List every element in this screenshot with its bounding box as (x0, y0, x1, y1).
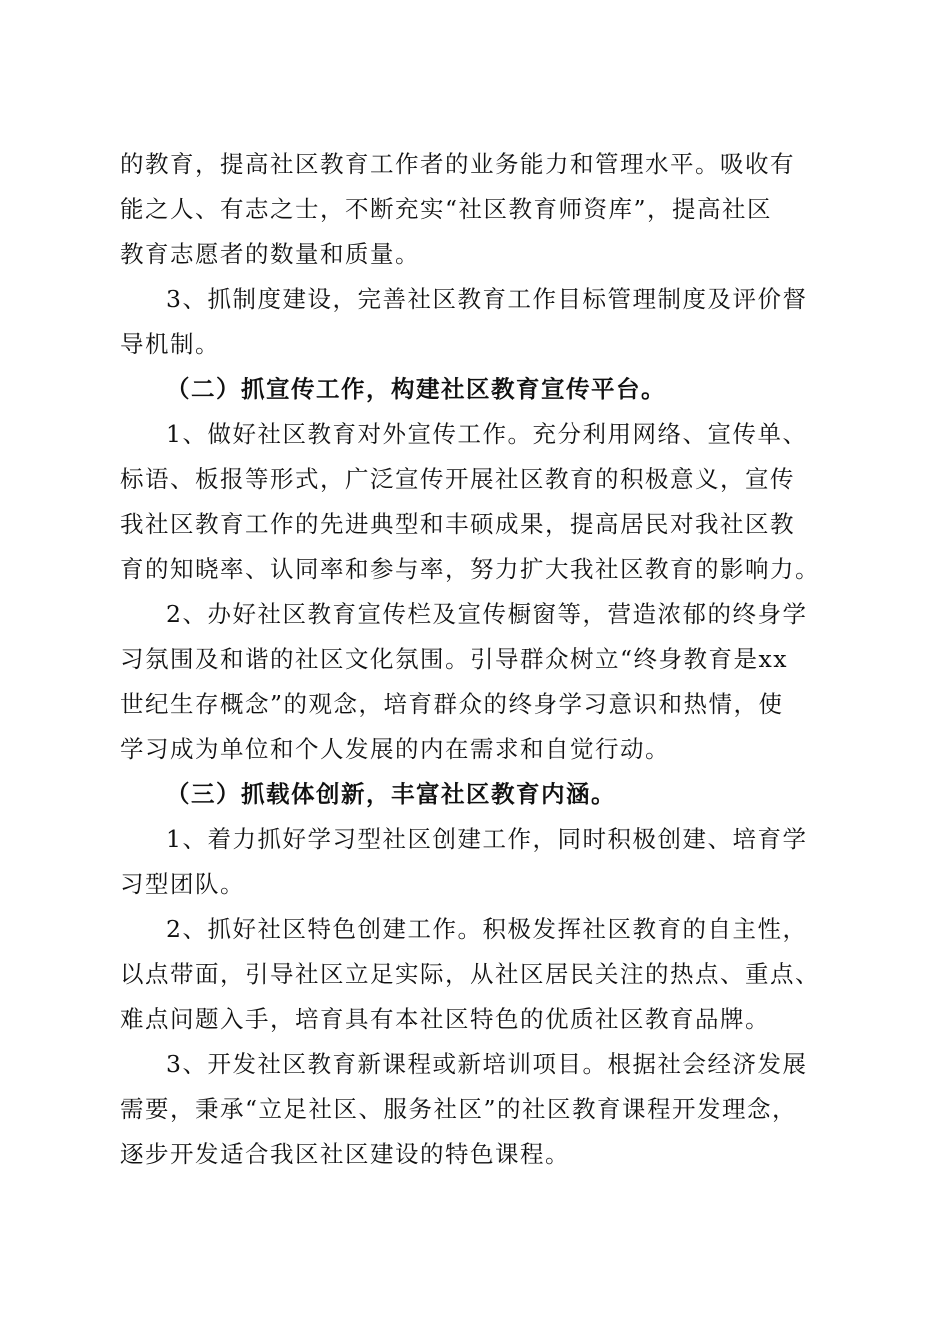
text-line: 习氛围及和谐的社区文化氛围。引导群众树立“终身教育是xx (120, 645, 789, 673)
text-line: 标语、板报等形式，广泛宣传开展社区教育的积极意义，宣传 (120, 465, 795, 493)
paragraph-start-line: 3、开发社区教育新课程或新培训项目。根据社会经济发展 (166, 1050, 808, 1078)
text-line: 以点带面，引导社区立足实际，从社区居民关注的热点、重点、 (120, 960, 820, 988)
document-body (120, 142, 832, 1177)
text-line: 逐步开发适合我区社区建设的特色课程。 (120, 1140, 570, 1168)
text-line: 导机制。 (120, 330, 220, 358)
section-heading: （二）抓宣传工作，构建社区教育宣传平台。 (166, 375, 666, 403)
paragraph-start-line: 2、办好社区教育宣传栏及宣传橱窗等，营造浓郁的终身学 (166, 600, 808, 628)
text-line: 教育志愿者的数量和质量。 (120, 240, 420, 268)
paragraph-start-line: 2、抓好社区特色创建工作。积极发挥社区教育的自主性， (166, 915, 808, 943)
text-line: 习型团队。 (120, 870, 245, 898)
paragraph-start-line: 1、着力抓好学习型社区创建工作，同时积极创建、培育学 (166, 825, 808, 853)
text-line: 学习成为单位和个人发展的内在需求和自觉行动。 (120, 735, 670, 763)
section-heading: （三）抓载体创新，丰富社区教育内涵。 (166, 780, 616, 808)
text-line: 的教育，提高社区教育工作者的业务能力和管理水平。吸收有 (120, 150, 795, 178)
text-line: 需要，秉承“立足社区、服务社区”的社区教育课程开发理念， (120, 1095, 798, 1123)
text-line: 世纪生存概念”的观念，培育群众的终身学习意识和热情，使 (120, 690, 784, 718)
paragraph-start-line: 3、抓制度建设，完善社区教育工作目标管理制度及评价督 (166, 285, 808, 313)
text-line: 难点问题入手，培育具有本社区特色的优质社区教育品牌。 (120, 1005, 770, 1033)
text-line: 能之人、有志之士，不断充实“社区教育师资库”，提高社区 (120, 195, 773, 223)
paragraph-start-line: 1、做好社区教育对外宣传工作。充分利用网络、宣传单、 (166, 420, 808, 448)
text-line: 我社区教育工作的先进典型和丰硕成果，提高居民对我社区教 (120, 510, 795, 538)
text-line: 育的知晓率、认同率和参与率，努力扩大我社区教育的影响力。 (120, 555, 820, 583)
